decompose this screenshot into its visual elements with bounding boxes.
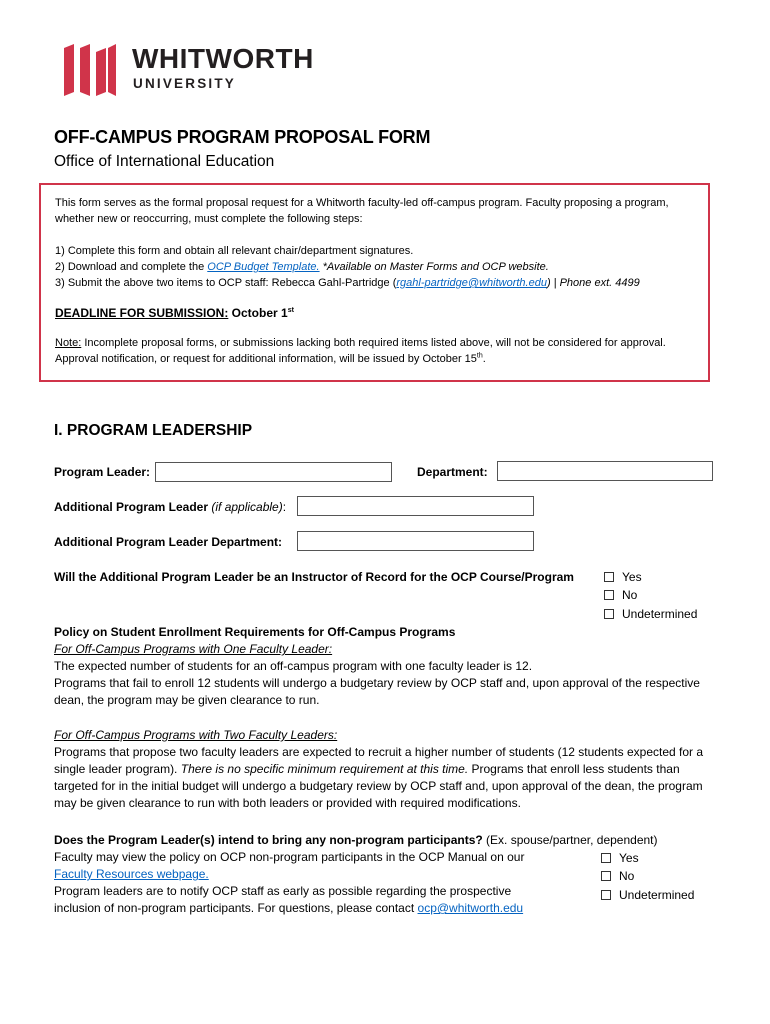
- instructor-option-yes[interactable]: Yes: [604, 570, 642, 584]
- one-leader-heading: For Off-Campus Programs with One Faculty Leader:: [54, 642, 333, 656]
- non-program-info: Faculty may view the policy on OCP non-program participants in the OCP Manual on our Faculty Resources webpage. Program leaders are to notify OCP staff as early as possible regarding the prospective inclusion of non-program participants. For questions, please contact ocp@whitworth.edu: [54, 850, 525, 915]
- step-2: 2) Download and complete the OCP Budget Template. *Available on Master Forms and OCP website.: [55, 261, 549, 273]
- checkbox[interactable]: [601, 871, 611, 881]
- instructions-box: [39, 183, 710, 382]
- nonprog-option-no[interactable]: No: [601, 869, 634, 883]
- additional-leader-input[interactable]: [297, 496, 534, 516]
- one-leader-text-1: The expected number of students for an off-campus program with one faculty leader is 12.: [54, 659, 533, 673]
- instructions-intro: This form serves as the formal proposal request for a Whitworth faculty-led off-campus program. Faculty proposing a program, whether new or reoccurring, must complete the following steps:: [55, 197, 669, 225]
- ocp-budget-template-link[interactable]: OCP Budget Template.: [207, 261, 320, 273]
- page-title: OFF-CAMPUS PROGRAM PROPOSAL FORM: [54, 127, 431, 147]
- additional-leader-label: Additional Program Leader (if applicable):: [54, 500, 287, 514]
- instructor-question: Will the Additional Program Leader be an Instructor of Record for the OCP Course/Program: [54, 570, 574, 584]
- page-subtitle: Office of International Education: [54, 153, 275, 170]
- step-1: 1) Complete this form and obtain all relevant chair/department signatures.: [55, 245, 414, 257]
- whitworth-logo: [62, 42, 322, 98]
- whitworth-logo-mark-icon: [62, 42, 118, 98]
- checkbox[interactable]: [604, 609, 614, 619]
- checkbox[interactable]: [601, 890, 611, 900]
- instructor-option-undetermined[interactable]: Undetermined: [604, 607, 697, 621]
- note: Note: Incomplete proposal forms, or submissions lacking both required items listed above, will not be considered for approval. Approval notification, or request for additional information, will be issued by October 15th.: [55, 337, 666, 365]
- department-input[interactable]: [497, 461, 713, 481]
- checkbox[interactable]: [601, 853, 611, 863]
- faculty-resources-link[interactable]: Faculty Resources webpage.: [54, 867, 209, 881]
- two-leader-heading: For Off-Campus Programs with Two Faculty Leaders:: [54, 728, 338, 742]
- two-leader-text: Programs that propose two faculty leaders are expected to recruit a higher number of students (12 students expected for a single leader program). There is no specific minimum requirement at this time. Programs that enroll less students than targeted for in the initial budget will undergo a budgetary review by OCP staff and, upon approval of the dean, the program may be given clearance to run with both leaders or provided with required modifications.: [54, 745, 704, 810]
- additional-dept-label: Additional Program Leader Department:: [54, 535, 283, 549]
- nonprog-option-yes[interactable]: Yes: [601, 851, 639, 865]
- logo-subtext: UNIVERSITY: [133, 76, 237, 91]
- logo-wordmark: WHITWORTH: [132, 43, 314, 74]
- policy-heading: Policy on Student Enrollment Requirements for Off-Campus Programs: [54, 625, 456, 639]
- department-label: Department:: [417, 465, 488, 479]
- nonprog-option-undetermined[interactable]: Undetermined: [601, 888, 694, 902]
- non-program-question: Does the Program Leader(s) intend to bring any non-program participants? (Ex. spouse/partner, dependent): [54, 833, 658, 847]
- ocp-email-link[interactable]: ocp@whitworth.edu: [417, 901, 524, 915]
- checkbox[interactable]: [604, 572, 614, 582]
- instructor-option-no[interactable]: No: [604, 588, 637, 602]
- deadline: DEADLINE FOR SUBMISSION: October 1st: [55, 306, 294, 320]
- additional-dept-input[interactable]: [297, 531, 534, 551]
- two-leader-policy: [54, 727, 714, 812]
- enrollment-policy: [54, 624, 714, 709]
- step-3: 3) Submit the above two items to OCP staff: Rebecca Gahl-Partridge (rgahl-partridge@whitworth.edu) | Phone ext. 4499: [55, 277, 640, 289]
- checkbox[interactable]: [604, 590, 614, 600]
- one-leader-text-2: Programs that fail to enroll 12 students will undergo a budgetary review by OCP staff and, upon approval of the respective dean, the program may be given clearance to run.: [54, 676, 700, 707]
- section-heading-program-leadership: I. PROGRAM LEADERSHIP: [54, 422, 253, 439]
- program-leader-label: Program Leader:: [54, 465, 151, 479]
- program-leader-input[interactable]: [155, 462, 392, 482]
- contact-email-link[interactable]: rgahl-partridge@whitworth.edu: [396, 277, 547, 289]
